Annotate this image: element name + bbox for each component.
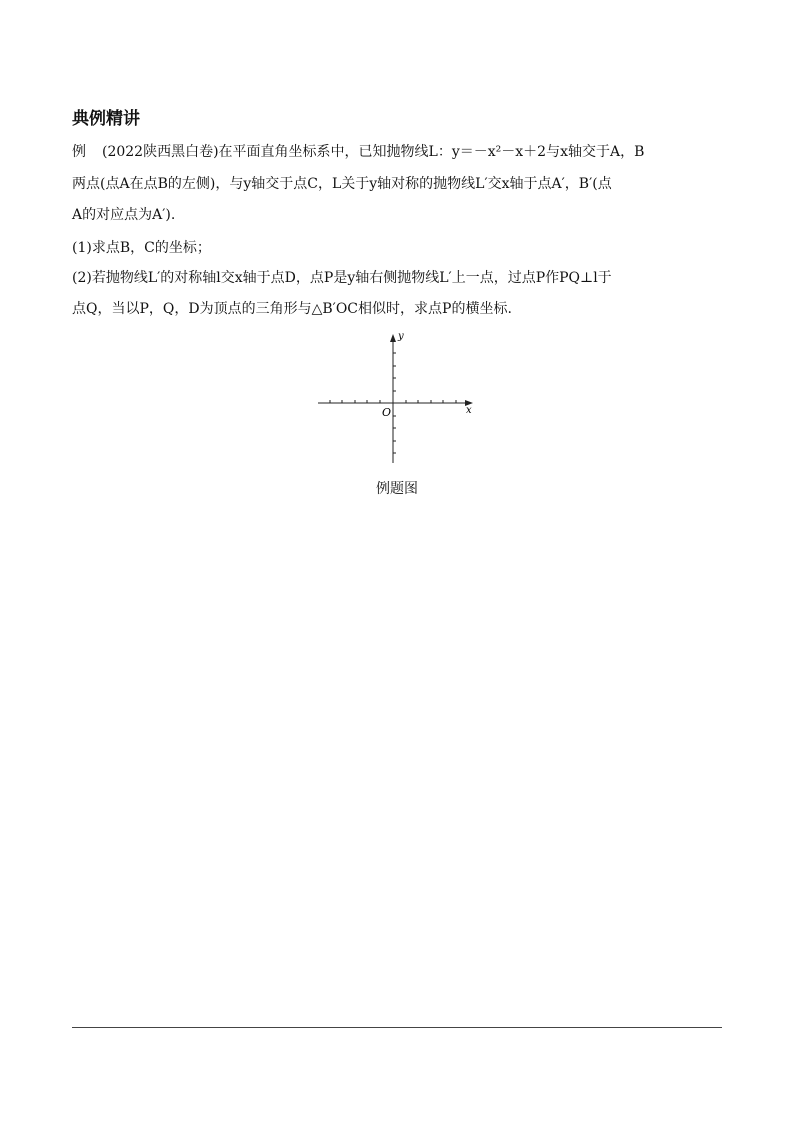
question-part-2-line-2: 点Q，当以P，Q，D为顶点的三角形与△B′OC相似时，求点P的横坐标. xyxy=(72,301,512,317)
problem-line-1 xyxy=(72,142,727,162)
coordinate-axes-svg xyxy=(315,325,480,470)
footer-divider xyxy=(72,1027,722,1028)
question-part-2-line-1: (2)若抛物线L′的对称轴l交x轴于点D，点P是y轴右侧抛物线L′上一点，过点P作PQ⊥l于 xyxy=(72,270,612,286)
question-part-1: (1)求点B，C的坐标； xyxy=(72,240,211,256)
origin-label: O xyxy=(382,406,392,419)
y-axis-label: y xyxy=(398,331,404,342)
figure-caption: 例题图 xyxy=(376,481,418,497)
problem-line-3: A的对应点为A′). xyxy=(72,207,176,223)
x-axis-label: x xyxy=(466,405,472,416)
problem-line-2: 两点(点A在点B的左侧)，与y轴交于点C，L关于y轴对称的抛物线L′交x轴于点A′，B′(点 xyxy=(72,176,612,192)
coordinate-figure xyxy=(315,325,480,470)
problem-label: 例 xyxy=(72,144,86,160)
problem-text-1: (2022陕西黑白卷)在平面直角坐标系中，已知抛物线L：y＝－x²－x＋2与x轴交于A，B xyxy=(102,144,645,160)
section-heading: 典例精讲 xyxy=(72,109,140,129)
y-axis-arrow xyxy=(390,334,396,342)
